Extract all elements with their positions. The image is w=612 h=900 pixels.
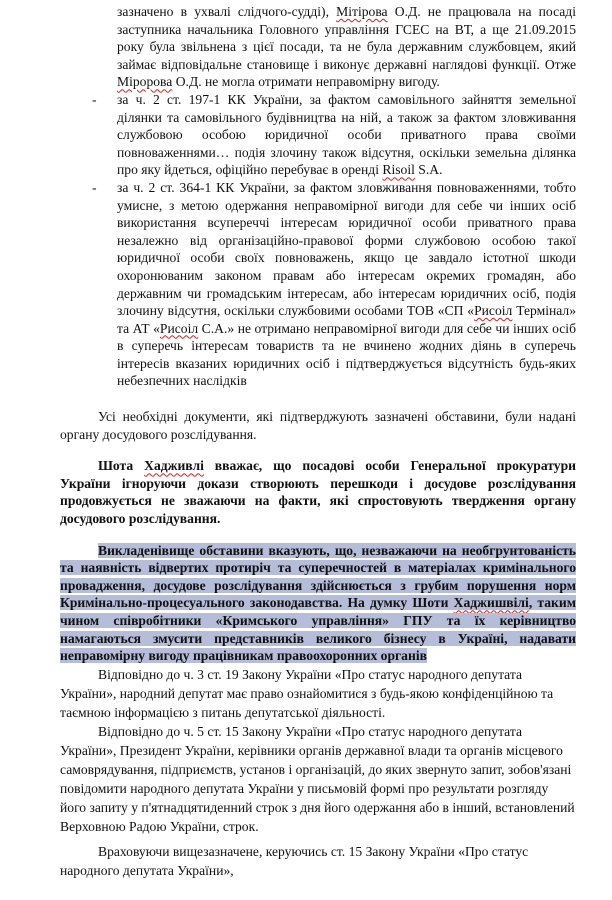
misspelled-name[interactable]: Рисоіл: [159, 320, 199, 336]
intro-text-1: зазначено в ухвалі слідчого-судді),: [117, 4, 337, 19]
list-item: [92, 91, 576, 179]
dash-bullet: -: [92, 179, 97, 195]
misspelled-name[interactable]: Хаджишвілі: [453, 595, 529, 611]
bold-paragraph: [60, 457, 576, 527]
list-item-text-3: С.А.» не отримано неправомірної вигоди для себе чи інших осіб в суперечь інтересам товариств та не вчинено жодних діянь в суперечь інтересів вказаних юридичних осіб і підтверджується відсутність будь-яких небезпечних наслідків: [117, 320, 576, 389]
list-item-text-2: Термінал» та АТ «: [117, 303, 576, 336]
law-paragraph-2: Відповідно до ч. 5 ст. 15 Закону України «Про статус народного депутата України», Президент України, керівники органів державної влади та органів місцевого самоврядування, підприємств, установ і організацій, до яких звернуто запит, зобов'язані повідомити народного депутата України у письмовій формі про результати розгляду його запиту у п'ятнадцятиденний строк з дня його одержання або в інший, встановлений Верховною Радою України, строк.: [60, 723, 575, 834]
misspelled-name[interactable]: Міророва: [117, 74, 173, 90]
intro-text-2: О.Д. не працювала на посаді заступника начальника Головного управління ГСЕС на ВТ, а ще 21.09.2015 року була звільнена з цієї посади, та не була державним службовцем, який займає відповідальне становище і виконує державні наглядові функції. Отже: [117, 4, 576, 72]
selection-highlight: [60, 543, 576, 664]
selected-paragraph[interactable]: [60, 542, 576, 665]
intro-text-3: О.Д. не могла отримати неправомірну вигоду.: [172, 74, 440, 90]
misspelled-name[interactable]: Risoil: [382, 162, 415, 178]
bold-text-2: вважає, що посадові особи Генеральної прокуратури України ігноруючи докази створюють перешкоди і досудове розслідування продовжується не зважаючи на факти, які спростовують твердження органу досудового розслідування.: [60, 458, 576, 527]
misspelled-name[interactable]: Рисоіл: [474, 303, 513, 319]
list-item-text-1: за ч. 2 ст. 197-1 КК України, за фактом самовільного зайняття земельної ділянки та самовільного будівництва на ній, а також за фактом зловживання службовою особою юридичної особи приватного права своїми повноваженнями… подія злочину також відсутня, оскільки земельна ділянка про яку йдеться, офіційно перебуває в оренді: [117, 91, 576, 178]
misspelled-name[interactable]: Мітірова: [336, 4, 388, 19]
closing-paragraph: Враховуючи вищезазначене, керуючись ст. 15 Закону України «Про статус народного депутата України»,: [60, 843, 529, 878]
list-item-text-1: за ч. 2 ст. 364-1 КК України, за фактом зловживання повноваженнями, тобто умисне, з метою одержання неправомірної вигоди для себе чи інших осіб використання всупереччі інтересам юридичної особи приватного права незалежно від організаційно-правової форми службовою особою такої юридичної особи своїх повноважень, якщо це завдало істотної шкоди охоронюваним законом правам або інтересам окремих громадян, або державним чи громадським інтересам, або інтересам юридичних осіб, подія злочину відсутня, оскільки службовими особами ТОВ «СП «: [117, 179, 576, 319]
list-item: [92, 179, 576, 390]
selected-text-2: , таким чином співробітники «Кримського управління» ГПУ та їх керівництво намагаються змусити представників великого бізнесу в Україні, надавати неправомірну вигоду працівникам правоохоронних органів: [60, 595, 576, 664]
law-paragraph-1: Відповідно до ч. 3 ст. 19 Закону України «Про статус народного депутата України», народний депутат має право ознайомитися з будь-якою конфіденційною та таємною інформацією з питань депутатської діяльності.: [60, 666, 554, 720]
intro-paragraph: [117, 3, 576, 91]
documents-paragraph: Усі необхідні документи, які підтверджують зазначені обставини, були надані органу досудового розслідування.: [60, 409, 576, 442]
misspelled-name[interactable]: Хадживлі: [144, 458, 204, 474]
selected-text-1: Викладенівище обставини вказують, що, незважаючи на необгрунтованість та наявність відвертих протиріч та суперечностей в матеріалах кримінального провадження, досудове розслідування здійснюється з грубим порушення норм Кримінально-процесуального законодавства. На думку Шоти: [60, 542, 576, 611]
list-item-text-2: S.A.: [414, 162, 443, 178]
bold-text-1: Шота: [98, 458, 145, 474]
dash-bullet: -: [92, 91, 97, 107]
